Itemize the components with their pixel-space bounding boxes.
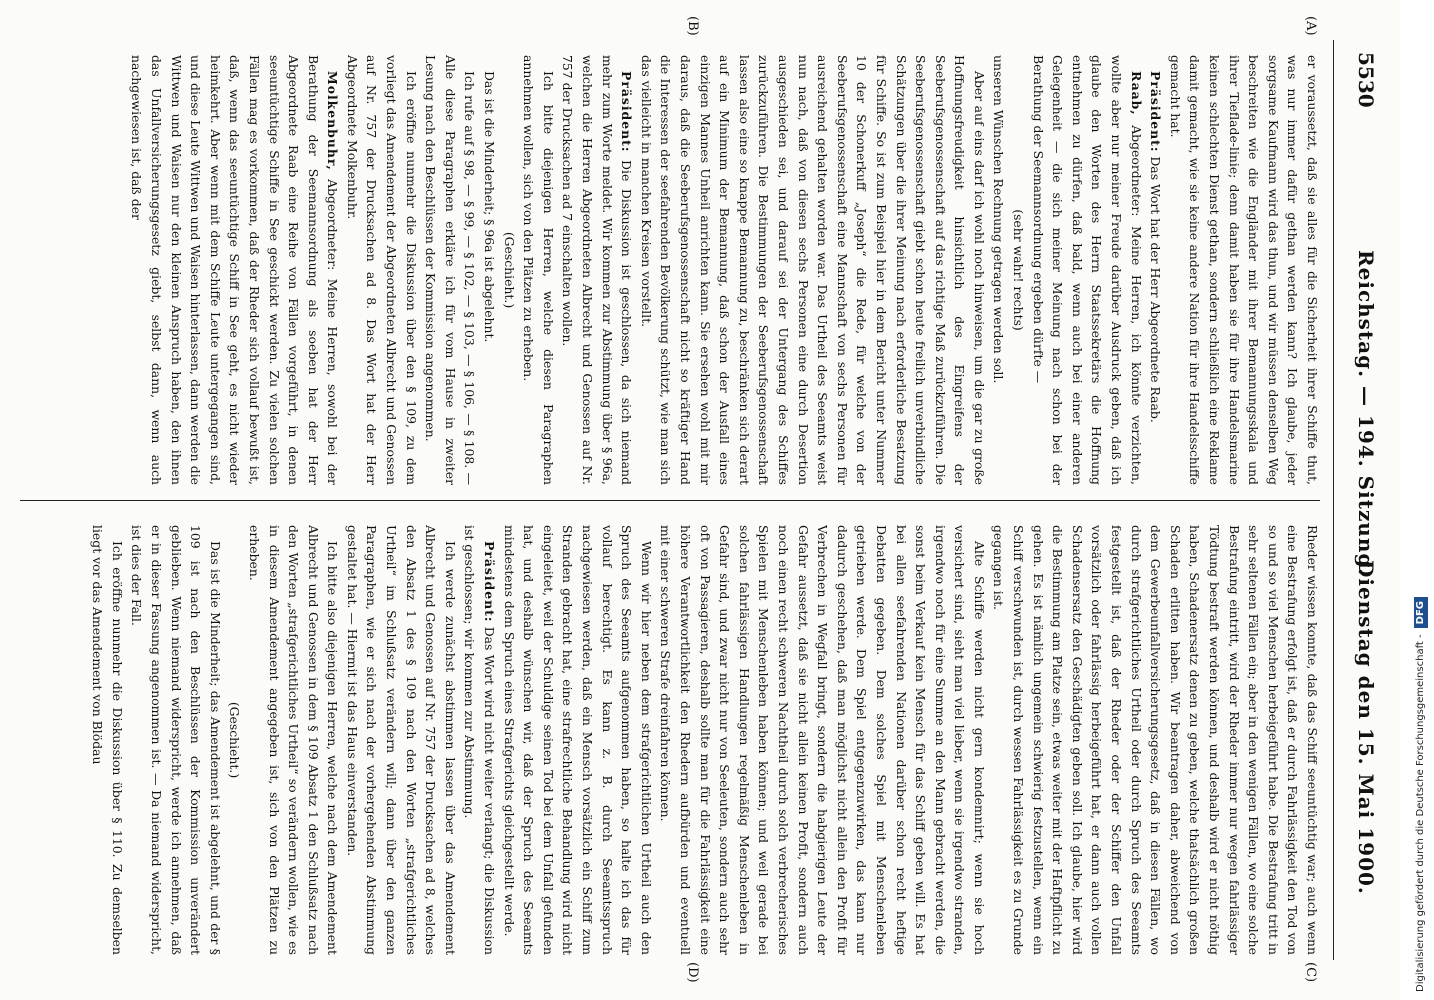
paragraph: Ich eröffne nunmehr die Diskussion über § 110. Zu demselben liegt vor das Amendement von Blödau (90, 525, 125, 955)
right-running-head: Dienstag den 15. Mai 1900. (1354, 560, 1378, 895)
margin-marker-d: (D) (685, 962, 700, 983)
page-number: 5530 (1354, 52, 1378, 108)
margin-marker-b: (B) (685, 16, 700, 36)
digitization-credit (1411, 12, 1431, 992)
speech-text: Abgeordneter: Meine Herren, ich könnte verzichten, wollte aber nur meiner Freude darüber Ausdruck geben, daß ich glaube den Worten des Herrn Staatssekretärs die Hoffnung entnehmen zu dürfen, daß bald, wenn auch bei einer anderen Gelegenheit — die sich meiner Meinung nach schon bei der Berathung der Seemannsordnung ergeben dürfte — (1030, 55, 1144, 485)
speech (127, 55, 343, 485)
paragraph: unseren Wünschen Rechnung getragen werden soll. (991, 55, 1007, 384)
paragraph: er voraussetzt, daß sie alles für die Sicherheit ihrer Schiffe thut, was nur immer dafür gethan werden kann? Ich glaube, jeder sorgsame Kaufmann wird das thun, und wir müssen denselben Weg beschreiten wie die Engländer mit ihrer Bemannungsskala und ihrer Tieflade-linie; denn damit haben sie für ihre Handelsmarine keinen schlechten Dienst gethan, sondern schließlich eine Reklame damit gemacht, wie sie keine andere Nation für ihre Handelsschiffe gemacht hat. (1167, 55, 1320, 485)
left-running-head: Reichstag. — 194. Sitzung. (1354, 250, 1378, 577)
paragraph: Alte Schiffe werden nicht gern kondemnirt; wenn sie hoch versichert sind, sieht man viel lieber, wenn sie irgendwo stranden, irgendwo noch für eine Summe an den Mann gebracht werden, die sonst beim Verkauf kein Mensch für das Schiff geben will. Es hat bei allen seefahrenden Nationen darüber schon recht heftige Debatten gegeben. Dem solches Spiel mit Menschenleben getrieben werde. Dem Spiel entgegenzuwirken, das kann nur dadurch geschehen, daß man möglichst nicht allein den Profit für Verbrechen in Wegfall bringt, sondern die habgierigen Leute der Gefahr aussetzt, daß sie nicht allein keinen Profit, sondern auch noch einen recht schweren Nachtheil durch solch verbrecherisches Spielen mit Menschenleben haben können; und weil gerade bei solchen fahrlässigen Handlungen regelmäßig Menschenleben in Gefahr sind, und zwar nicht nur von Seeleuten, sondern auch sehr oft von Passagieren, deshalb sollte man für die Fahrlässigkeit eine höhere Verantwortlichkeit den Rhedern aufbürden und eventuell mit einer schweren Strafe dreinfahren können. (658, 525, 987, 955)
interjection: (Geschieht.) (227, 701, 243, 779)
speech-text: Das Wort wird nicht weiter verlangt; die Diskussion ist geschlossen; wir kommen zur Abstimmung. (462, 525, 498, 955)
credit-text-line (1411, 12, 1431, 992)
right-text-column (22, 525, 1322, 955)
speaker-name: Raab, (1128, 71, 1144, 116)
speaker-name: Präsident: (1148, 71, 1164, 153)
column-divider (20, 500, 1320, 501)
paragraph: Wenn wir hier neben dem strafgerichtlichen Urtheil auch den Spruch des Seeamts aufgenommen haben, so halte ich das für vollauf berechtigt. Es kann z. B. durch Seeamtsspruch nachgewiesen werden, daß ein Mensch vorsätzlich ein Schiff zum Stranden gebracht hat, eine strafrechtliche Behandlung wird nicht eingeleitet, weil der Schuldige seinen Tod bei dem Unfall gefunden hat, und deshalb wünschen wir, daß der Spruch des Seeamts mindestens dem Spruch eines Strafgerichts gleichgestellt werde. (501, 525, 654, 955)
paragraph: Ich bitte diejenigen Herren, welche diesen Paragraphen annehmen wollen, sich von den Plätzen zu erheben. (521, 55, 556, 485)
dfg-logo-badge: DFG (1414, 597, 1428, 628)
paragraph: Das ist die Minderheit; § 96a ist abgelehnt. (482, 71, 498, 343)
paragraph: Ich bitte also diejenigen Herren, welche nach dem Amendement Albrecht und Genossen in dem § 109 Absatz 1 den Schlußsatz nach den Worten „strafgerichtliches Urtheil“ so verändern wollen, wie es in diesem Amendement angegeben ist, sich von den Plätzen zu erheben. (246, 525, 341, 955)
left-text-column (22, 55, 1322, 485)
speaker-name: Präsident: (619, 71, 635, 153)
interjection: (Geschieht.) (501, 231, 517, 309)
speech (1028, 55, 1146, 485)
speech (460, 525, 499, 955)
credit-text: Digitalisierung gefördert durch die Deutsche Forschungsgemeinschaft - (1415, 634, 1426, 992)
speech-text: Abgeordneter: Meine Herren, sowohl bei der Berathung der Seemannsordnung als soeben hat der Herr Abgeordnete Raab eine Reihe von Fällen vorgeführt, in denen seeuntüchtige Schiffe in See geschickt werden. Zu vielen solchen Fällen mag es vorkommen, daß der Rheder sich vollauf bewußt ist, daß, wenn das seeuntüchtige Schiff in See geht, es nicht wieder heimkehrt. Aber wenn mit dem Schiffe Leute untergegangen sind, und diese Leute Wittwen und Waisen hinterlassen, dann werden die Wittwen und Waisen nur den kleinen Anspruch haben, den ihnen das Unfallversicherungsgesetz giebt, selbst dann, wenn auch nachgewiesen ist, daß der (129, 55, 341, 485)
margin-marker-c: (C) (1303, 962, 1318, 983)
speech (1146, 55, 1166, 485)
speaker-name: Präsident: (482, 541, 498, 623)
speech-text: Das Wort hat der Herr Abgeordnete Raab. (1148, 156, 1164, 423)
paragraph: Aber auf eins darf ich wohl noch hinweisen, um die gar zu große Hoffnungsfreudigkeit hinsichtlich des Eingreifens der Seeberufsgenossenschaft auf das richtige Maß zurückzuführen. Die Seeberufsgenossenschaft giebt schon heute freilich unverbindliche Schätzungen über die ihrer Meinung nach erforderliche Besatzung für Schiffe. So ist zum Beispiel hier in dem Bericht unter Nummer 10 der Schonerkuff „Joseph“ die Rede, für welche von der Seeberufsgenossenschaft eine Mannschaft von sechs Personen für ausreichend gehalten worden war. Das Urtheil des Seeamts weist nun nach, daß von diesen sechs Personen eine durch Desertion ausgeschieden sei, und darauf sei der Untergang des Schiffes zurückzuführen. Die Bestimmungen der Seeberufsgenossenschaft lassen also eine so knappe Bemannung zu, beschränken sich derart auf ein Minimum der Bemannung, daß schon der Ausfall eines einzigen Mannes Unheil anrichten kann. Sie ersehen wohl mit mir daraus, daß die Seeberufsgenossenschaft nicht so kräftiger Hand die Interessen der seefahrenden Bevölkerung schützt, wie man sich das vielleicht in manchen Kreisen vorstellt. (638, 55, 987, 485)
speech (558, 55, 636, 485)
paragraph: Ich eröffne nunmehr die Diskussion über den § 109, zu dem vorliegt das Amendement der Abgeordneten Albrecht und Genossen auf Nr. 757 der Drucksachen ad 8. Das Wort hat der Herr Abgeordnete Molkenbuhr. (344, 55, 419, 485)
speech-text: Die Diskussion ist geschlossen, da sich niemand mehr zum Worte meldet. Wir kommen zur Abstimmung über § 96a, welchen die Herren Abgeordneten Albrecht und Genossen auf Nr. 757 der Drucksachen ad 7 einschalten wollen. (560, 55, 635, 485)
interjection: (sehr wahr! rechts) (1011, 209, 1027, 331)
paragraph: Das ist die Minderheit; das Amendement ist abgelehnt, und der § 109 ist nach den Beschlüssen der Kommission unverändert geblieben. Wenn niemand widerspricht, werde ich annehmen, daß er in dieser Fassung angenommen ist. — Da niemand widerspricht, ist dies der Fall. (129, 525, 223, 955)
speaker-name: Molkenbuhr, (325, 71, 341, 171)
paragraph: Rheder wissen konnte, daß das Schiff seeuntüchtig war; auch wenn eine Bestrafung erfolgt ist, daß er durch Fahrlässigkeit den Tod von so und so viel Menschen herbeigeführt habe. Die Bestrafung tritt in sehr seltenen Fällen ein; aber in den wenigen Fällen, wo eine solche Bestrafung eintritt, wird der Rheder immer nur wegen fahrlässiger Tödtung bestraft werden können, und deshalb wird er nicht nöthig haben, Schadenersatz denen zu geben, welche thatsächlich großen Schaden erlitten haben. Wir beantragen daher, abweichend von dem Gewerbeunfallversicherungsgesetz, daß in diesen Fällen, wo durch strafgerichtliches Urtheil oder durch Spruch des Seeamts festgestellt ist, daß der Rheder oder der Schiffer den Unfall vorsätzlich oder fahrlässig herbeigeführt hat, er dann auch vollen Schadensersatz den Geschädigten geben soll. Ich glaube, hier wird die Bestimmung am Platze sein, etwas weiter mit der Haftpflicht zu gehen. Es ist nämlich ungemein schwierig festzustellen, wenn ein Schiff verschwunden ist, durch wessen Fahrlässigkeit es zu Grunde gegangen ist. (991, 525, 1320, 955)
margin-marker-a: (A) (1303, 16, 1318, 36)
paragraph: Ich werde zunächst abstimmen lassen über das Amendement Albrecht und Genossen auf Nr. 757 der Drucksachen ad 8, welches den Absatz 1 des § 109 nach den Worten „strafgerichtliches Urtheil“ im Schlußsatz verändern will; dann über den ganzen Paragraphen, wie er sich nach der vorhergehenden Abstimmung gestaltet hat. — Hiermit ist das Haus einverstanden. (344, 525, 458, 955)
header-rule (1333, 40, 1334, 960)
paragraph: Ich rufe auf § 98, — § 99, — § 102, — § 103, — § 106, — § 108. — Alle diese Paragraphen erkläre ich für vom Hause in zweiter Lesung nach den Beschlüssen der Kommission angenommen. (423, 55, 478, 485)
